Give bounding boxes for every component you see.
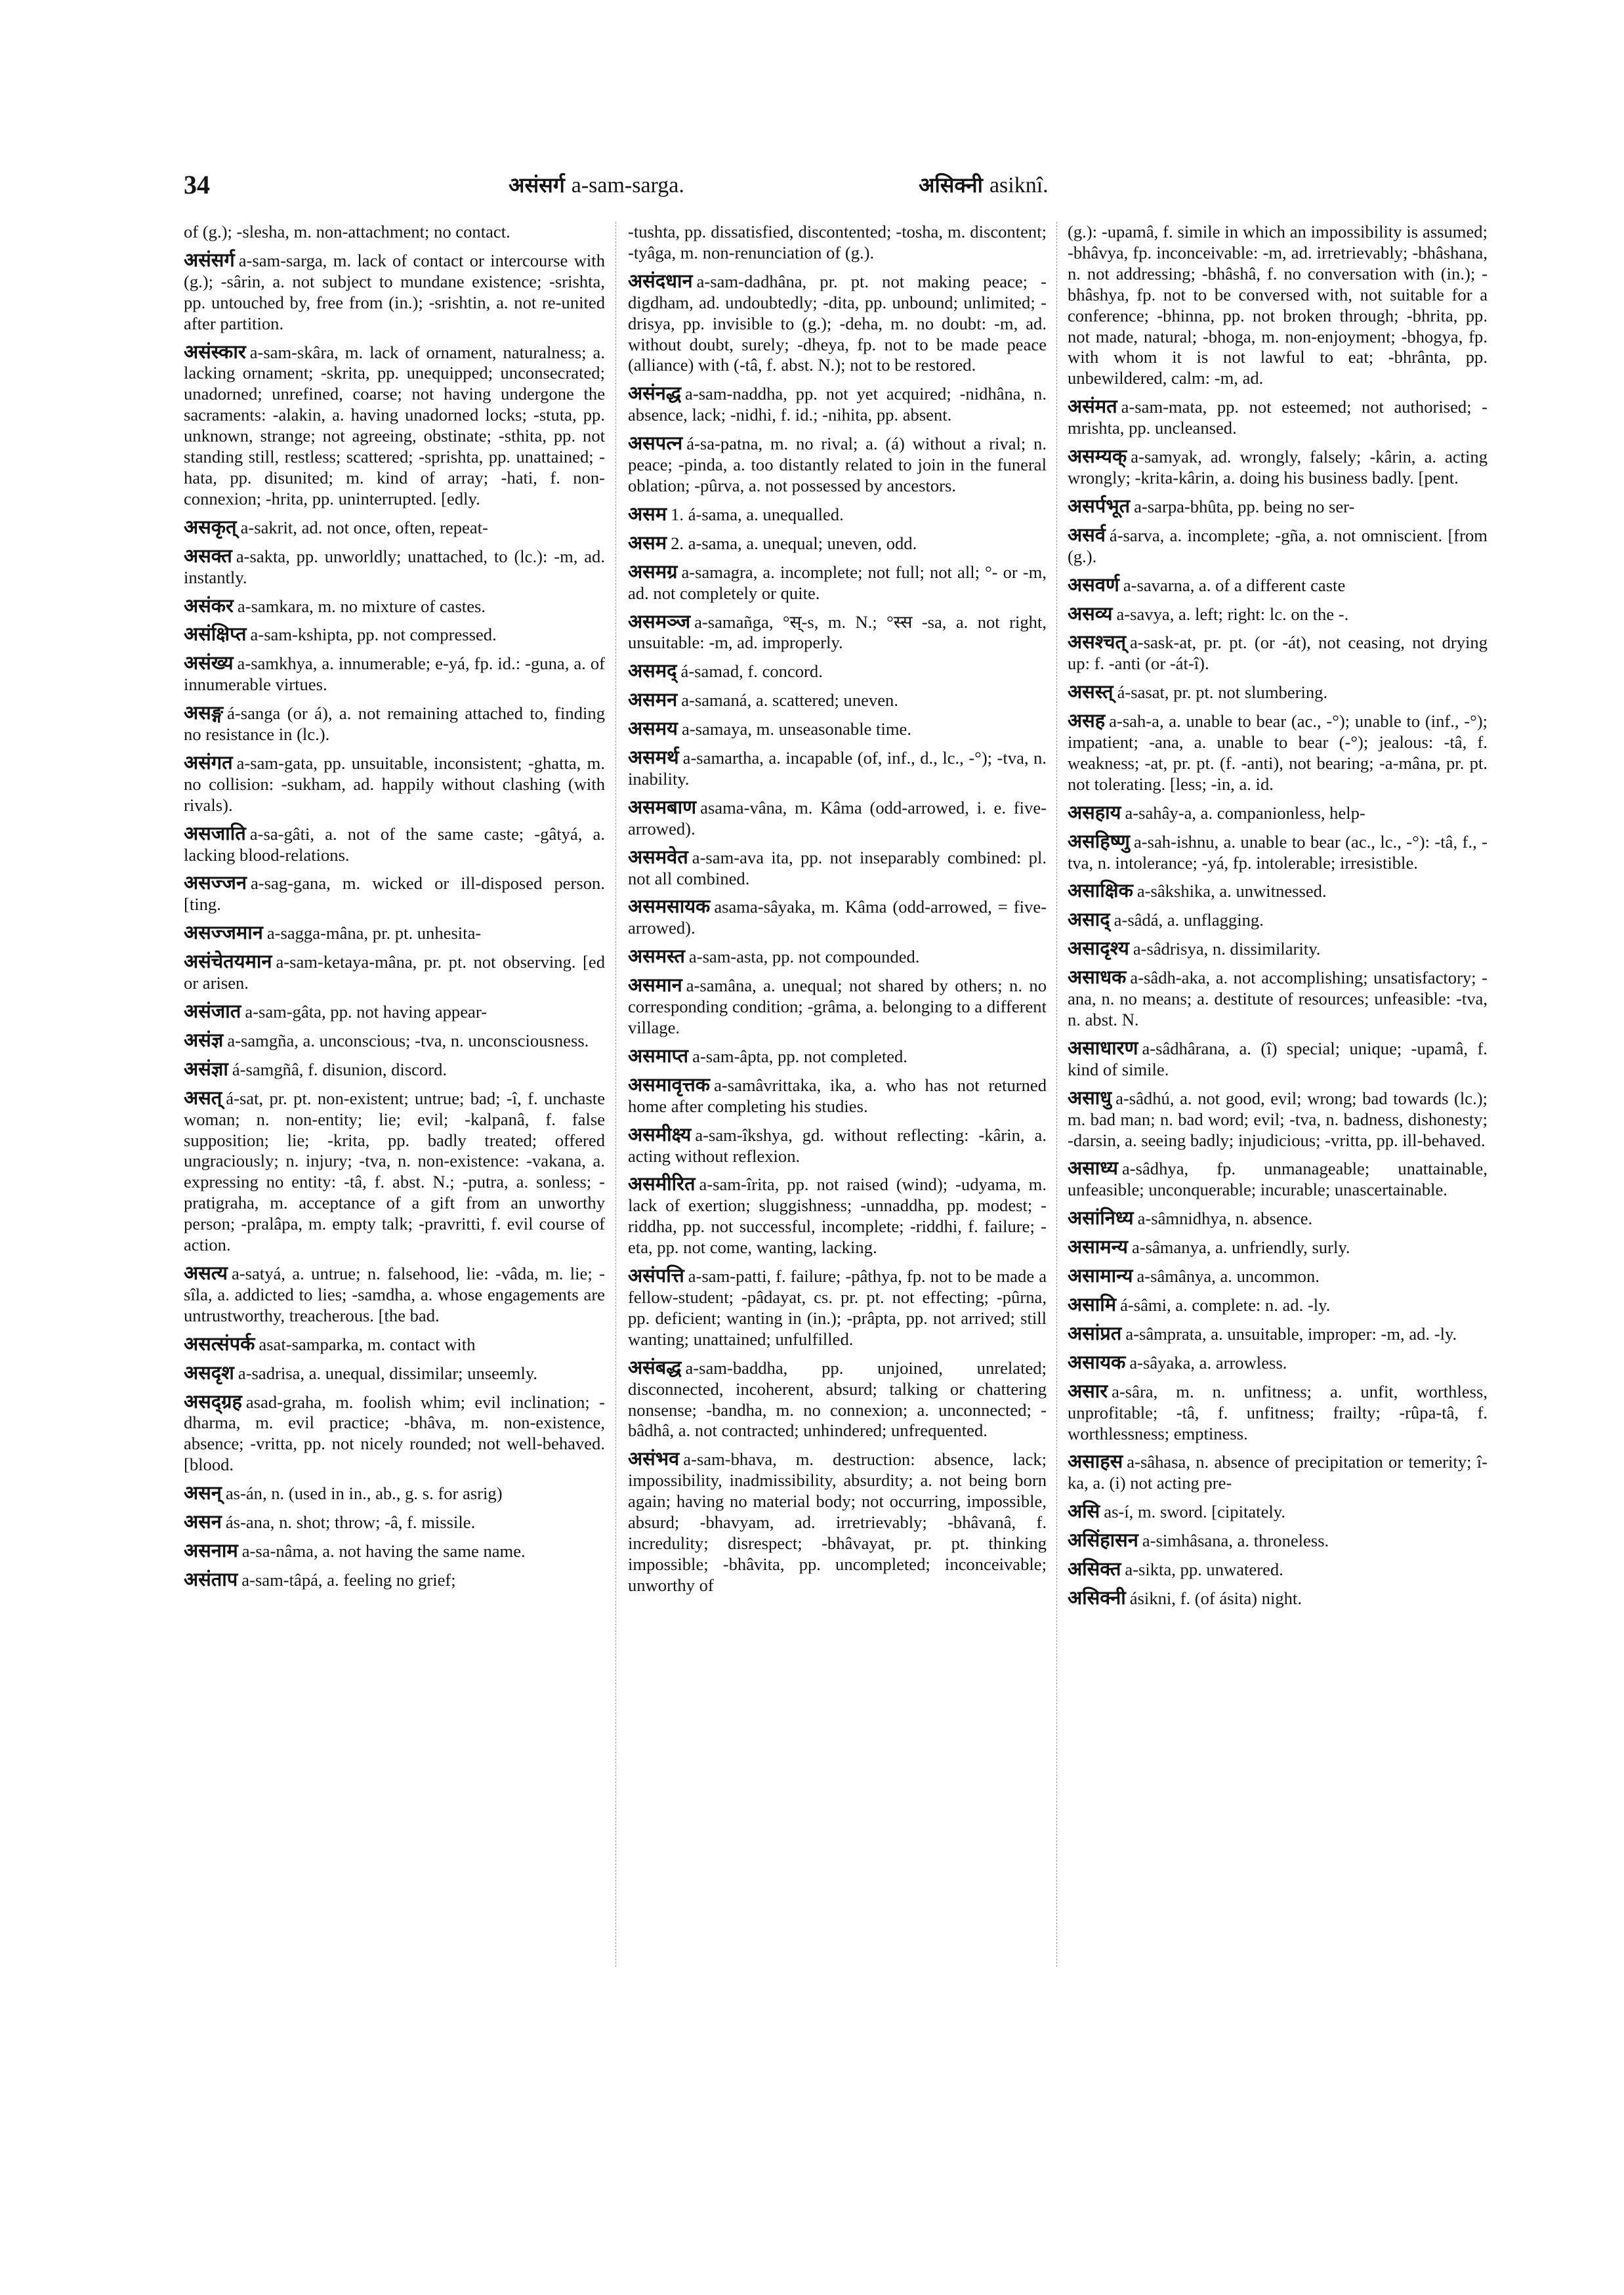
entry-headword: असमान	[628, 974, 682, 997]
entry-headword: असार	[1068, 1379, 1108, 1402]
entry-headword: असदृश	[184, 1361, 234, 1384]
dictionary-entry	[628, 270, 1047, 377]
dictionary-entry	[628, 222, 1047, 264]
entry-definition: a-sâdá, a. unflagging.	[1114, 910, 1264, 930]
running-head-left	[509, 171, 684, 199]
entry-headword: असंचेतयमान	[184, 950, 272, 973]
entry-definition: a-satyá, a. untrue; n. falsehood, lie: -vâda, m. lie; -sîla, a. addicted to lies; -samdha, a. whose engagements are untrustworthy, treacherous. [the bad.	[184, 1263, 605, 1325]
entry-headword: असंगत	[184, 751, 233, 774]
dictionary-entry	[628, 610, 1047, 654]
entry-definition: -tushta, pp. dissatisfied, discontented; -tosha, m. discontent; -tyâga, m. non-renunciation of (g.).	[628, 222, 1047, 262]
dictionary-entry	[628, 895, 1047, 939]
dictionary-entry	[1068, 524, 1488, 568]
entry-definition: a-sâmprata, a. unsuitable, improper: -m, ad. -ly.	[1125, 1323, 1457, 1344]
entry-headword: असाध्य	[1068, 1157, 1118, 1180]
entry-definition: asat-samparka, m. contact with	[259, 1334, 476, 1354]
running-head-left-translit: a-sam-sarga.	[571, 173, 684, 197]
entry-definition: a-sarpa-bhûta, pp. being no ser-	[1134, 496, 1355, 516]
entry-headword: असवर्ण	[1068, 573, 1119, 596]
running-head-right	[919, 171, 1049, 199]
entry-headword: असमीरित	[628, 1172, 696, 1195]
entry-headword: असिक्नी	[1068, 1586, 1126, 1609]
entry-headword: असज्जमान	[184, 921, 263, 944]
entry-definition: á-sâmi, a. complete: n. ad. -ly.	[1120, 1294, 1331, 1315]
entry-definition: a-samâvrittaka, ika, a. who has not returned home after completing his studies.	[628, 1075, 1047, 1116]
dictionary-entry	[184, 1361, 605, 1384]
entry-definition: a-samaná, a. scattered; uneven.	[681, 690, 898, 711]
entry-definition: a-sâra, m. n. unfitness; a. unfit, worthless, unprofitable; -tâ, f. unfitness; frailty; -rûpa-tâ, f. worthlessness; emptiness.	[1068, 1381, 1488, 1443]
entry-headword: असहाय	[1068, 800, 1121, 823]
entry-definition: a-sam-îkshya, gd. without reflecting: -kârin, a. acting without reflexion.	[628, 1125, 1047, 1166]
dictionary-entry	[628, 531, 1047, 554]
entry-definition: a-sa-nâma, a. not having the same name.	[241, 1540, 526, 1561]
entry-definition: a-sam-dadhâna, pr. pt. not making peace; -digdham, ad. undoubtedly; -dita, pp. unbound; unlimited; -drisya, pp. invisible to (g.); -deha, m. no doubt: -m, ad. without doubt, surely; -dheya, fp. not to be made peace (alliance) with (-tâ, f. abst. N.); not to be restored.	[628, 271, 1047, 375]
entry-definition: 2. a-sama, a. unequal; uneven, odd.	[671, 533, 917, 553]
entry-headword: असम्यक्	[1068, 445, 1127, 468]
dictionary-entry	[1068, 937, 1488, 960]
dictionary-entry	[1068, 495, 1488, 518]
entry-headword: असादृश्य	[1068, 937, 1129, 960]
entry-headword: असंस्कार	[184, 340, 246, 363]
entry-headword: असाक्षिक	[1068, 879, 1133, 902]
entry-definition: a-sâdhya, fp. unmanageable; unattainable, unfeasible; unconquerable; incurable; unascertainable.	[1068, 1159, 1488, 1200]
entry-definition: á-samgñâ, f. disunion, discord.	[232, 1059, 448, 1079]
entry-definition: á-sasat, pr. pt. not slumbering.	[1117, 682, 1328, 703]
entry-definition: á-sa-patna, m. no rival; a. (á) without a rival; n. peace; -pinda, a. too distantly related to join in the funeral oblation; -pûrva, a. not possessed by ancestors.	[628, 434, 1047, 495]
entry-definition: as-í, m. sword. [cipitately.	[1104, 1502, 1285, 1522]
dictionary-entry	[628, 1356, 1047, 1442]
entry-definition: a-samaya, m. unseasonable time.	[681, 719, 911, 739]
entry-headword: असंक्षिप्त	[184, 623, 247, 646]
dictionary-entry	[1068, 1264, 1488, 1287]
dictionary-entry	[1068, 908, 1488, 931]
column-1	[184, 222, 605, 1967]
entry-definition: 1. á-sama, a. unequalled.	[671, 504, 844, 524]
entry-definition: a-sadrisa, a. unequal, dissimilar; unseemly.	[238, 1363, 538, 1383]
entry-definition: (g.): -upamâ, f. simile in which an impossibility is assumed; -bhâvya, fp. inconceivable: -m, ad. irretrievably; -bhâshana, n. not addressing; -bhâshâ, f. no conversation with (in.); -bhâshya, fp. not to be conversed with, not suitable for a conference; -bhinna, pp. not broken through; -bhrita, pp. not made, natural; -bhoga, m. non-enjoyment; -bhogya, fp. with whom it is not lawful to eat; -bhrânta, pp. unbewildered, calm: -m, ad.	[1068, 222, 1488, 388]
entry-definition: a-sam-gâta, pp. not having appear-	[245, 1002, 488, 1022]
entry-headword: असिक्त	[1068, 1558, 1121, 1581]
entry-headword: असत्संपर्क	[184, 1332, 255, 1355]
dictionary-entry	[628, 659, 1047, 682]
dictionary-entry	[1068, 879, 1488, 902]
dictionary-entry	[1068, 801, 1488, 824]
dictionary-entry	[628, 688, 1047, 711]
entry-headword: असमञ्ज	[628, 610, 691, 632]
entry-headword: असत्य	[184, 1261, 228, 1284]
entry-definition: á-samad, f. concord.	[680, 661, 823, 682]
entry-headword: असंनद्ध	[628, 382, 682, 405]
entry-definition: a-sakrit, ad. not once, often, repeat-	[240, 517, 488, 537]
entry-headword: असपत्न	[628, 432, 683, 455]
entry-definition: asama-sâyaka, m. Kâma (odd-arrowed, = five-arrowed).	[628, 897, 1047, 938]
entry-headword: असम	[628, 502, 667, 525]
entry-headword: असमवेत	[628, 845, 688, 868]
entry-headword: असमाप्त	[628, 1044, 689, 1067]
dictionary-entry	[1068, 1351, 1488, 1374]
entry-headword: असिंहासन	[1068, 1529, 1138, 1552]
entry-definition: a-savya, a. left; right: lc. on the -.	[1116, 604, 1349, 624]
dictionary-entry	[184, 871, 605, 915]
dictionary-entry	[184, 249, 605, 335]
entry-headword: असामान्य	[1068, 1264, 1133, 1287]
entry-headword: असमावृत्तक	[628, 1073, 711, 1096]
dictionary-entry	[1068, 680, 1488, 703]
column-divider	[1056, 222, 1057, 1967]
dictionary-entry	[628, 846, 1047, 890]
entry-headword: असंभव	[628, 1447, 680, 1470]
entry-definition: a-sam-ava ita, pp. not inseparably combined: pl. not all combined.	[628, 847, 1047, 888]
entry-headword: असमबाण	[628, 795, 697, 818]
dictionary-entry	[1068, 1086, 1488, 1151]
entry-headword: असंख्य	[184, 651, 234, 674]
running-head-left-devanagari: असंसर्ग	[509, 173, 565, 197]
dictionary-entry	[184, 594, 605, 617]
dictionary-entry	[184, 1568, 605, 1591]
entry-headword: असद्ग्रह	[184, 1390, 242, 1413]
entry-definition: a-sikta, pp. unwatered.	[1125, 1560, 1283, 1580]
entry-definition: a-samagra, a. incomplete; not full; not all; °- or -m, ad. not completely or quite.	[628, 562, 1047, 603]
dictionary-entry	[1068, 573, 1488, 596]
entry-headword: असन	[184, 1510, 222, 1533]
column-divider	[615, 222, 616, 1967]
entry-headword: असनाम	[184, 1539, 238, 1561]
entry-definition: a-sam-skâra, m. lack of ornament, naturalness; a. lacking ornament; -skrita, pp. unequipped; unconsecrated; unadorned; unrefined, coarse; not having undergone the sacraments: -alakin, a. having unadorned locks; -stuta, pp. unknown, strange; not agreeing, obstinate; -sthita, pp. not standing still, restless; scattered; -sprishta, pp. unattained; -hata, pp. disunited; m. kind of array; -hati, f. non-connexion; -hrita, pp. uninterrupted. [edly.	[184, 342, 605, 508]
dictionary-entry	[1068, 830, 1488, 874]
entry-headword: असामन्य	[1068, 1235, 1128, 1258]
entry-definition: a-sahây-a, a. companionless, help-	[1125, 802, 1365, 823]
entry-headword: असांप्रत	[1068, 1321, 1122, 1344]
entry-headword: असमसायक	[628, 895, 711, 918]
entry-headword: असाधु	[1068, 1086, 1112, 1109]
dictionary-entry	[1068, 1529, 1488, 1552]
entry-definition: a-samgña, a. unconscious; -tva, n. unconsciousness.	[227, 1030, 589, 1050]
entry-headword: असह	[1068, 709, 1106, 732]
entry-definition: a-sam-ketaya-mâna, pr. pt. not observing. [ed or arisen.	[184, 952, 605, 993]
entry-definition: a-sâmânya, a. uncommon.	[1136, 1266, 1320, 1287]
entry-definition: ás-ana, n. shot; throw; -â, f. missile.	[225, 1512, 476, 1533]
entry-definition: a-sask-at, pr. pt. (or -át), not ceasing, not drying up: f. -anti (or -át-î).	[1068, 632, 1488, 674]
entry-headword: असंजात	[184, 1000, 241, 1022]
entry-headword: असमर्थ	[628, 746, 679, 769]
entry-headword: असांनिध्य	[1068, 1207, 1134, 1230]
dictionary-entry	[184, 751, 605, 816]
entry-definition: asama-vâna, m. Kâma (odd-arrowed, i. e. five-arrowed).	[628, 797, 1047, 838]
dictionary-entry	[184, 651, 605, 695]
column-3	[1068, 222, 1488, 1967]
dictionary-entry	[628, 945, 1047, 968]
dictionary-entry	[628, 717, 1047, 740]
dictionary-entry	[1068, 1157, 1488, 1201]
entry-definition: a-sam-kshipta, pp. not compressed.	[250, 625, 497, 645]
entry-definition: a-samkhya, a. innumerable; e-yá, fp. id.: -guna, a. of innumerable virtues.	[184, 653, 605, 695]
dictionary-entry	[184, 1262, 605, 1327]
entry-definition: a-sah-a, a. unable to bear (ac., -°); unable to (inf., -°); impatient; -ana, a. unable to bear (-°); jealous: -tâ, f. weakness; -at, pr. pt. (f. -anti), not bearing; -a-mâna, pr. pt. not tolerating. [less; -in, a. id.	[1068, 711, 1488, 794]
dictionary-entry	[184, 921, 605, 944]
column-2	[628, 222, 1047, 1967]
dictionary-entry	[628, 796, 1047, 840]
dictionary-entry	[184, 822, 605, 866]
entry-definition: a-sam-sarga, m. lack of contact or intercourse with (g.); -sârin, a. not subject to mundane existence; -srishta, pp. untouched by, free from (in.); -srishtin, a. not re-united after partition.	[184, 250, 605, 333]
dictionary-entry	[184, 341, 605, 510]
dictionary-entry	[1068, 709, 1488, 795]
dictionary-entry	[628, 1123, 1047, 1167]
entry-definition: á-sanga (or á), a. not remaining attached to, finding no resistance in (lc.).	[184, 703, 605, 745]
dictionary-entry	[184, 1481, 605, 1504]
entry-headword: असंपत्ति	[628, 1264, 684, 1287]
entry-definition: a-savarna, a. of a different caste	[1123, 575, 1346, 595]
entry-definition: a-sâmanya, a. unfriendly, surly.	[1132, 1237, 1350, 1258]
entry-headword: असकृत्	[184, 515, 237, 538]
entry-headword: असमस्त	[628, 945, 685, 968]
entry-definition: a-sam-patti, f. failure; -pâthya, fp. not to be made a fellow-student; -pâdayat, cs. pr. pt. not effecting; -pûrna, pp. deficient; wanting in (in.); -prâpta, pp. not arrived; still wanting; unattained; unfulfilled.	[628, 1266, 1047, 1349]
entry-definition: a-sâdhârana, a. (î) special; unique; -upamâ, f. kind of simile.	[1068, 1038, 1488, 1079]
dictionary-entry	[1068, 445, 1488, 489]
entry-definition: of (g.); -slesha, m. non-attachment; no contact.	[184, 222, 510, 241]
entry-definition: á-sarva, a. incomplete; -gña, a. not omniscient. [from (g.).	[1068, 525, 1488, 566]
dictionary-entry	[628, 560, 1047, 604]
dictionary-entry	[628, 432, 1047, 497]
running-head-right-devanagari: असिक्नी	[919, 173, 983, 197]
entry-definition: a-sâhasa, n. absence of precipitation or temerity; î-ka, a. (i) not acting pre-	[1068, 1452, 1488, 1493]
entry-definition: a-samkara, m. no mixture of castes.	[237, 596, 486, 616]
entry-headword: असंकर	[184, 594, 234, 617]
entry-headword: असाधारण	[1068, 1036, 1138, 1059]
entry-headword: असमद्	[628, 659, 677, 682]
page-header	[184, 169, 1467, 210]
dictionary-entry	[184, 1390, 605, 1476]
dictionary-entry	[1068, 1586, 1488, 1609]
entry-headword: असन्	[184, 1481, 222, 1504]
entry-headword: असश्चत्	[1068, 631, 1127, 653]
running-head-right-translit: asiknî.	[989, 173, 1049, 197]
entry-definition: a-sâdrisya, n. dissimilarity.	[1133, 939, 1321, 959]
dictionary-entry	[184, 1539, 605, 1562]
entry-headword: असहिष्णु	[1068, 829, 1130, 852]
entry-definition: a-sam-îrita, pp. not raised (wind); -udyama, m. lack of exertion; sluggishness; -unnaddha, pp. modest; -riddha, pp. not successful, incomplete; -riddhi, f. failure; -eta, pp. not come, wanting, lacking.	[628, 1174, 1047, 1258]
dictionary-entry	[1068, 1500, 1488, 1523]
entry-definition: a-sam-asta, pp. not compounded.	[688, 947, 920, 967]
entry-headword: असंदधान	[628, 269, 693, 292]
entry-headword: असंताप	[184, 1567, 238, 1590]
dictionary-entry	[628, 382, 1047, 426]
dictionary-entry	[184, 1058, 605, 1081]
dictionary-entry	[1068, 1380, 1488, 1445]
dictionary-entry	[1068, 631, 1488, 674]
entry-definition: as-án, n. (used in in., ab., g. s. for asrig)	[225, 1483, 503, 1504]
entry-definition: a-sag-gana, m. wicked or ill-disposed person. [ting.	[184, 873, 605, 915]
entry-headword: असंज्ञा	[184, 1057, 228, 1080]
entry-definition: a-sa-gâti, a. not of the same caste; -gâtyá, a. lacking blood-relations.	[184, 823, 605, 865]
dictionary-entry	[1068, 1037, 1488, 1081]
entry-definition: a-sâyaka, a. arrowless.	[1129, 1352, 1287, 1373]
dictionary-entry	[1068, 395, 1488, 439]
dictionary-entry	[184, 516, 605, 539]
entry-definition: a-samartha, a. incapable (of, inf., d., lc., -°); -tva, n. inability.	[628, 748, 1047, 789]
entry-headword: असमय	[628, 717, 678, 740]
dictionary-entry	[628, 1264, 1047, 1350]
dictionary-entry	[184, 1333, 605, 1355]
entry-headword: असर्पभूत	[1068, 494, 1131, 517]
entry-headword: असायक	[1068, 1350, 1126, 1373]
entry-definition: a-sâkshika, a. unwitnessed.	[1136, 881, 1327, 901]
entry-definition: a-simhâsana, a. throneless.	[1142, 1531, 1329, 1551]
entry-headword: असि	[1068, 1500, 1100, 1523]
entry-headword: असव्य	[1068, 602, 1113, 625]
entry-definition: a-samâna, a. unequal; not shared by others; n. no corresponding condition; -grâma, a. belonging to a different village.	[628, 976, 1047, 1037]
dictionary-entry	[1068, 1322, 1488, 1345]
dictionary-entry	[628, 974, 1047, 1039]
dictionary-entry	[628, 746, 1047, 790]
entry-headword: असामि	[1068, 1292, 1117, 1315]
dictionary-entry	[184, 950, 605, 994]
entry-headword: असर्व	[1068, 523, 1106, 546]
entry-definition: a-sam-baddha, pp. unjoined, unrelated; disconnected, incoherent, absurd; talking or chattering nonsense; -bandha, m. no connexion; a. unconnected; -bâdhâ, a. not contracted; unhindered; unfrequented.	[628, 1357, 1047, 1441]
entry-headword: असस्त्	[1068, 680, 1114, 703]
entry-definition: a-sakta, pp. unworldly; unattached, to (lc.): -m, ad. instantly.	[184, 546, 605, 587]
entry-headword: असाहस	[1068, 1450, 1123, 1473]
entry-headword: असाद्	[1068, 908, 1110, 931]
entry-headword: असत्	[184, 1086, 222, 1109]
page-number: 34	[184, 170, 210, 199]
dictionary-entry	[184, 1029, 605, 1052]
entry-definition: ásikni, f. (of ásita) night.	[1129, 1588, 1302, 1608]
dictionary-entry	[1068, 1207, 1488, 1230]
dictionary-entry	[1068, 1558, 1488, 1581]
entry-definition: a-sam-naddha, pp. not yet acquired; -nidhâna, n. absence, lack; -nidhi, f. id.; -nihita, pp. absent.	[628, 384, 1047, 425]
entry-headword: असक्त	[184, 544, 232, 567]
dictionary-entry	[184, 1000, 605, 1023]
entry-headword: असमीक्ष्य	[628, 1123, 692, 1146]
dictionary-entry	[1068, 602, 1488, 625]
entry-headword: असजाति	[184, 821, 246, 844]
entry-definition: a-sam-mata, pp. not esteemed; not authorised; -mrishta, pp. uncleansed.	[1068, 397, 1488, 438]
dictionary-entry	[184, 222, 605, 243]
entry-definition: a-sâmnidhya, n. absence.	[1137, 1209, 1313, 1229]
entry-definition: a-sagga-mâna, pr. pt. unhesita-	[266, 923, 482, 943]
entry-headword: असंसर्ग	[184, 248, 235, 271]
dictionary-entry	[1068, 1450, 1488, 1494]
dictionary-entry	[628, 1172, 1047, 1258]
entry-headword: असंबद्ध	[628, 1355, 682, 1378]
entry-definition: a-sam-gata, pp. unsuitable, inconsistent; -ghatta, m. no collision: -sukham, ad. happily without clashing (with rivals).	[184, 753, 605, 815]
entry-definition: a-sam-tâpá, a. feeling no grief;	[241, 1569, 456, 1590]
dictionary-entry	[184, 623, 605, 646]
dictionary-entry	[628, 1044, 1047, 1067]
dictionary-entry	[184, 545, 605, 589]
entry-definition: a-sâdh-aka, a. not accomplishing; unsatisfactory; -ana, n. no means; a. destitute of resources; unfeasible: -tva, n. abst. N.	[1068, 968, 1488, 1029]
dictionary-entry	[628, 1447, 1047, 1596]
entry-definition: a-sah-ishnu, a. unable to bear (ac., lc., -°): -tâ, f., -tva, n. intolerance; -yá, fp. intolerable; irresistible.	[1068, 831, 1488, 873]
dictionary-entry	[184, 1086, 605, 1256]
entry-definition: á-sat, pr. pt. non-existent; untrue; bad; -î, f. unchaste woman; n. non-entity; lie; evil; -kalpanâ, f. false supposition; lie; -krita, pp. badly treated; offered ungraciously; n. injury; -tva, n. non-existence: -vakana, a. expressing no entity: -tâ, f. abst. N.; -putra, a. sonless; -pratigraha, m. acceptance of a gift from an unworthy person; -pralâpa, m. empty talk; -pravritti, f. evil course of action.	[184, 1088, 605, 1255]
entry-definition: a-sâdhú, a. not good, evil; wrong; bad towards (lc.); m. bad man; n. bad word; evil; -tva, n. badness, dishonesty; -darsin, a. seeing badly; injudicious; -vritta, pp. ill-behaved.	[1068, 1088, 1488, 1150]
entry-headword: असम	[628, 531, 667, 554]
entry-definition: a-sam-âpta, pp. not completed.	[692, 1046, 907, 1066]
entry-headword: असज्जन	[184, 871, 247, 894]
dictionary-entry	[184, 1510, 605, 1533]
entry-definition: a-samyak, ad. wrongly, falsely; -kârin, a. acting wrongly; -krita-kârin, a. doing his business badly. [pent.	[1068, 447, 1488, 487]
entry-definition: asad-graha, m. foolish whim; evil inclination; -dharma, m. evil practice; -bhâva, m. non-existence, absence; -vritta, pp. not nicely rounded; not well-behaved. [blood.	[184, 1392, 605, 1475]
entry-headword: असमग्र	[628, 560, 678, 583]
dictionary-entry	[184, 701, 605, 745]
dictionary-entry	[1068, 1235, 1488, 1258]
entry-definition: a-samañga, °स्-s, m. N.; °स्स -sa, a. not right, unsuitable: -m, ad. improperly.	[628, 611, 1047, 653]
entry-headword: असंमत	[1068, 395, 1117, 418]
dictionary-entry	[1068, 966, 1488, 1031]
dictionary-entry	[1068, 222, 1488, 389]
dictionary-entry	[628, 1073, 1047, 1117]
entry-headword: असंज्ञ	[184, 1028, 224, 1051]
dictionary-entry	[1068, 1293, 1488, 1316]
entry-headword: असङ्ग	[184, 701, 224, 724]
entry-headword: असमन	[628, 688, 678, 711]
entry-definition: a-sam-bhava, m. destruction: absence, lack; impossibility, inadmissibility, absurdity; a. not being born again; having no material body; not occurring, impossible, absurd; -bhavyam, ad. irretrievably; -bhâvanâ, f. incredulity; disrespect; -bhâvayat, pr. pt. thinking impossible; -bhâvita, pp. uncompleted; inconceivable; unworthy of	[628, 1449, 1047, 1595]
dictionary-entry	[628, 503, 1047, 526]
entry-headword: असाधक	[1068, 966, 1127, 989]
